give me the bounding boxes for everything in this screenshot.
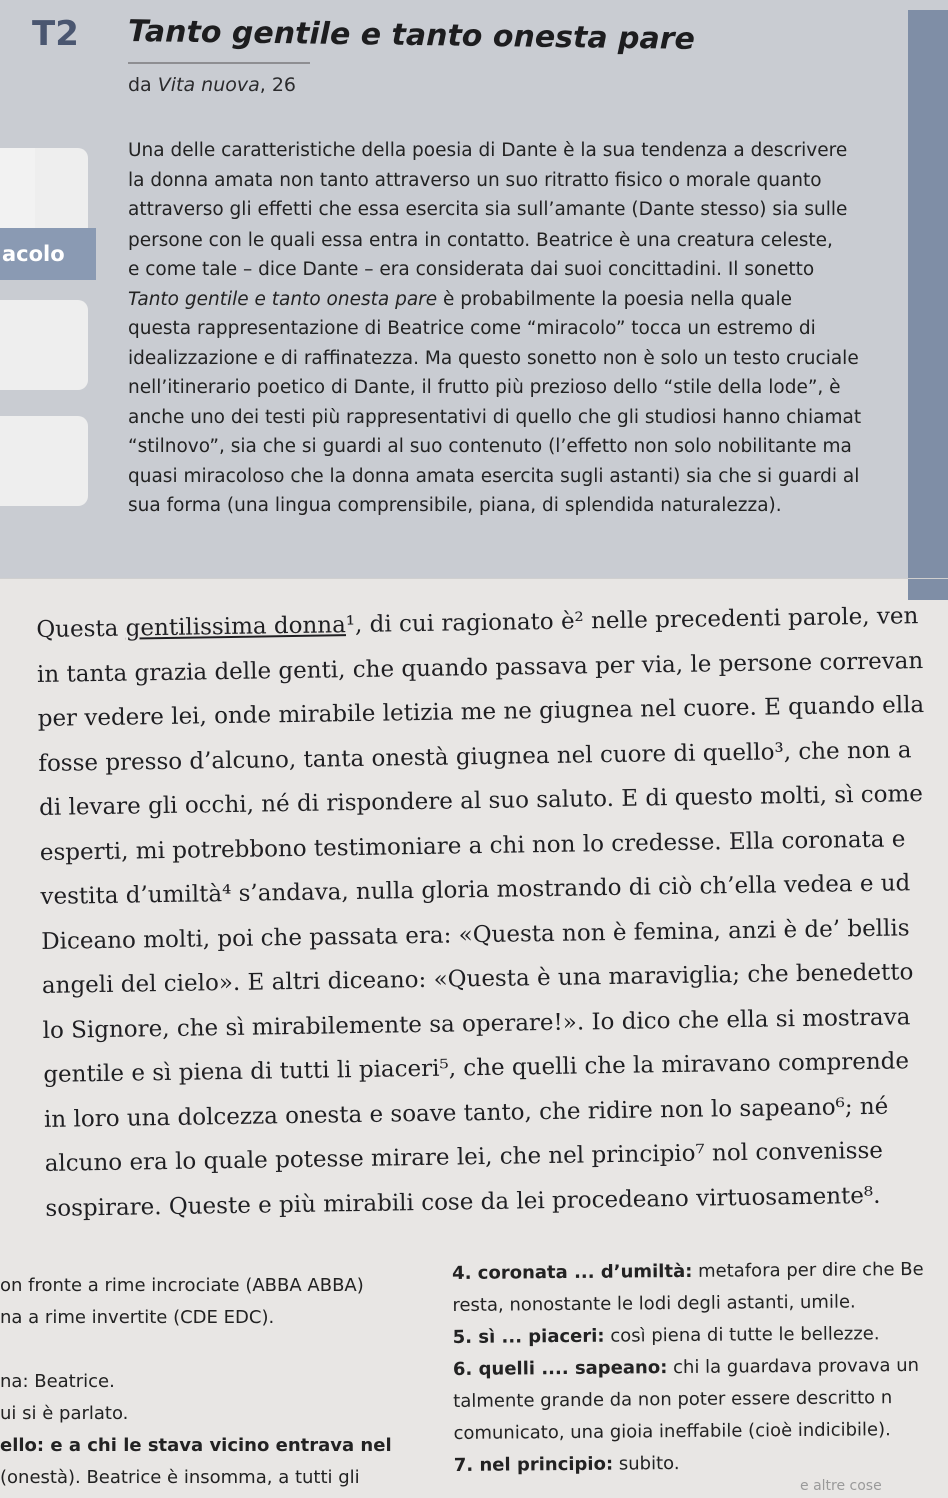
note-text: così piena di tutte le bellezze. <box>604 1323 880 1347</box>
prose-line: in loro una dolcezza onesta e soave tanto, che ridire non lo sapeano⁶; né <box>43 1093 889 1133</box>
intro-line: nell’itinerario poetico di Dante, il frutto più prezioso dello “stile della lode”, è <box>128 377 841 398</box>
side-label-text: acolo <box>2 242 65 266</box>
page-title: Tanto gentile e tanto onesta pare <box>127 14 696 57</box>
prose-text <box>36 594 948 1231</box>
source-suffix: , 26 <box>259 74 297 96</box>
note-line <box>452 1286 948 1322</box>
prose-line: Diceano molti, poi che passata era: «Questa non è femina, anzi è de’ bellis <box>41 914 910 955</box>
margin-tab <box>0 300 88 390</box>
intro-sonnet-title: Tanto gentile e tanto onesta pare <box>128 288 438 310</box>
note-term: 4. coronata ... d’umiltà: <box>452 1260 693 1284</box>
prose-line: per vedere lei, onde mirabile letizia me ne giugnea nel cuore. E quando ella <box>37 692 925 732</box>
intro-line <box>128 285 898 315</box>
intro-line: Una delle caratteristiche della poesia di Dante è la sua tendenza a descrivere <box>128 140 848 161</box>
prose-line-rest: ¹, di cui ragionato è² nelle precedenti parole, ven <box>345 603 919 639</box>
notes-left-column <box>0 1270 430 1494</box>
prose-line: esperti, mi potrebbono testimoniare a chi non lo credesse. Ella coronata e <box>39 825 906 866</box>
note-text: resta, nonostante le lodi degli astanti, umile. <box>452 1291 856 1316</box>
margin-tab <box>0 416 88 506</box>
intro-line: questa rappresentazione di Beatrice come “miracolo” tocca un estremo di <box>128 318 816 339</box>
prose-line: in tanta grazia delle genti, che quando passava per via, le persone correvan <box>36 647 924 688</box>
note-line <box>453 1318 948 1354</box>
right-color-strip <box>908 10 948 600</box>
prose-line: alcuno era lo quale potesse mirare lei, che nel principio⁷ nol convenisse <box>44 1137 884 1177</box>
prose-line: di levare gli occhi, né di rispondere al suo saluto. E di questo molti, sì come <box>38 781 924 821</box>
prose-line: fosse presso d’alcuno, tanta onestà giugnea nel cuore di quello³, che non a <box>38 736 912 777</box>
prose-line: sospirare. Queste e più mirabili cose da lei procedeano virtuosamente⁸. <box>45 1182 881 1222</box>
note-term: 5. sì ... piaceri: <box>452 1325 605 1348</box>
prose-line: vestita d’umiltà⁴ s’andava, nulla gloria mostrando di ciò ch’ella vedea e ud <box>40 870 911 910</box>
note-line: (onestà). Beatrice è insomma, a tutti gli <box>0 1467 360 1488</box>
note-text: subito. <box>613 1453 680 1475</box>
note-line <box>454 1446 948 1482</box>
notes-right-column <box>452 1254 948 1482</box>
prose-line-start: Questa <box>36 615 126 643</box>
margin-tab <box>0 148 35 236</box>
note-text: metafora per dire che Be <box>692 1258 924 1282</box>
intro-line: quasi miracoloso che la donna amata esercita sugli astanti) sia che si guardi al <box>128 465 860 487</box>
note-term: 7. nel principio: <box>453 1453 614 1476</box>
note-line: ui si è parlato. <box>0 1403 129 1424</box>
note-line <box>452 1254 948 1290</box>
bleed-through-text: e altre cose <box>800 1478 882 1494</box>
intro-line: sua forma (una lingua comprensibile, piana, di splendida naturalezza). <box>128 495 782 516</box>
intro-line: anche uno dei testi più rappresentativi di quello che gli studiosi hanno chiamat <box>128 406 862 428</box>
intro-line: e come tale – dice Dante – era considerata dai suoi concittadini. Il sonetto <box>128 259 815 280</box>
note-text: comunicato, una gioia ineffabile (cioè indicibile). <box>453 1419 891 1444</box>
intro-paragraph <box>128 136 898 521</box>
section-divider <box>0 578 948 579</box>
prose-line: gentile e sì piena di tutti li piaceri⁵, che quelli che la miravano comprende <box>43 1048 910 1088</box>
source-line <box>128 74 296 96</box>
intro-line: idealizzazione e di raffinatezza. Ma questo sonetto non è solo un testo cruciale <box>128 347 859 369</box>
note-line <box>453 1382 948 1418</box>
note-line: na a rime invertite (CDE EDC). <box>0 1307 275 1328</box>
note-line: ello: e a chi le stava vicino entrava nel <box>0 1435 392 1456</box>
intro-line: “stilnovo”, sia che si guardi al suo contenuto (l’effetto non solo nobilitante ma <box>128 436 852 457</box>
prose-line: angeli del cielo». E altri diceano: «Questa è una maraviglia; che benedetto <box>41 959 914 999</box>
note-term: 6. quelli .... sapeano: <box>452 1357 668 1380</box>
underlined-phrase: gentilissima donna <box>125 612 347 642</box>
source-prefix: da <box>128 74 158 96</box>
note-line <box>453 1414 948 1450</box>
intro-line: attraverso gli effetti che essa esercita sia sull’amante (Dante stesso) sia sulle <box>128 199 848 220</box>
text-code: T2 <box>32 14 79 54</box>
note-line <box>453 1350 948 1386</box>
intro-line: la donna amata non tanto attraverso un suo ritratto fisico o morale quanto <box>128 169 822 191</box>
prose-line: lo Signore, che sì mirabilemente sa operare!». Io dico che ella si mostrava <box>42 1003 911 1044</box>
intro-line-rest: è probabilmente la poesia nella quale <box>437 288 793 310</box>
title-rule <box>128 62 310 64</box>
note-text: chi la guardava provava un <box>667 1354 920 1379</box>
side-section-label <box>0 228 96 280</box>
source-work: Vita nuova <box>157 74 260 96</box>
intro-line: persone con le quali essa entra in contatto. Beatrice è una creatura celeste, <box>128 229 833 251</box>
note-line: on fronte a rime incrociate (ABBA ABBA) <box>0 1275 364 1296</box>
note-text: talmente grande da non poter essere descritto n <box>453 1387 893 1412</box>
note-line: na: Beatrice. <box>0 1371 115 1392</box>
